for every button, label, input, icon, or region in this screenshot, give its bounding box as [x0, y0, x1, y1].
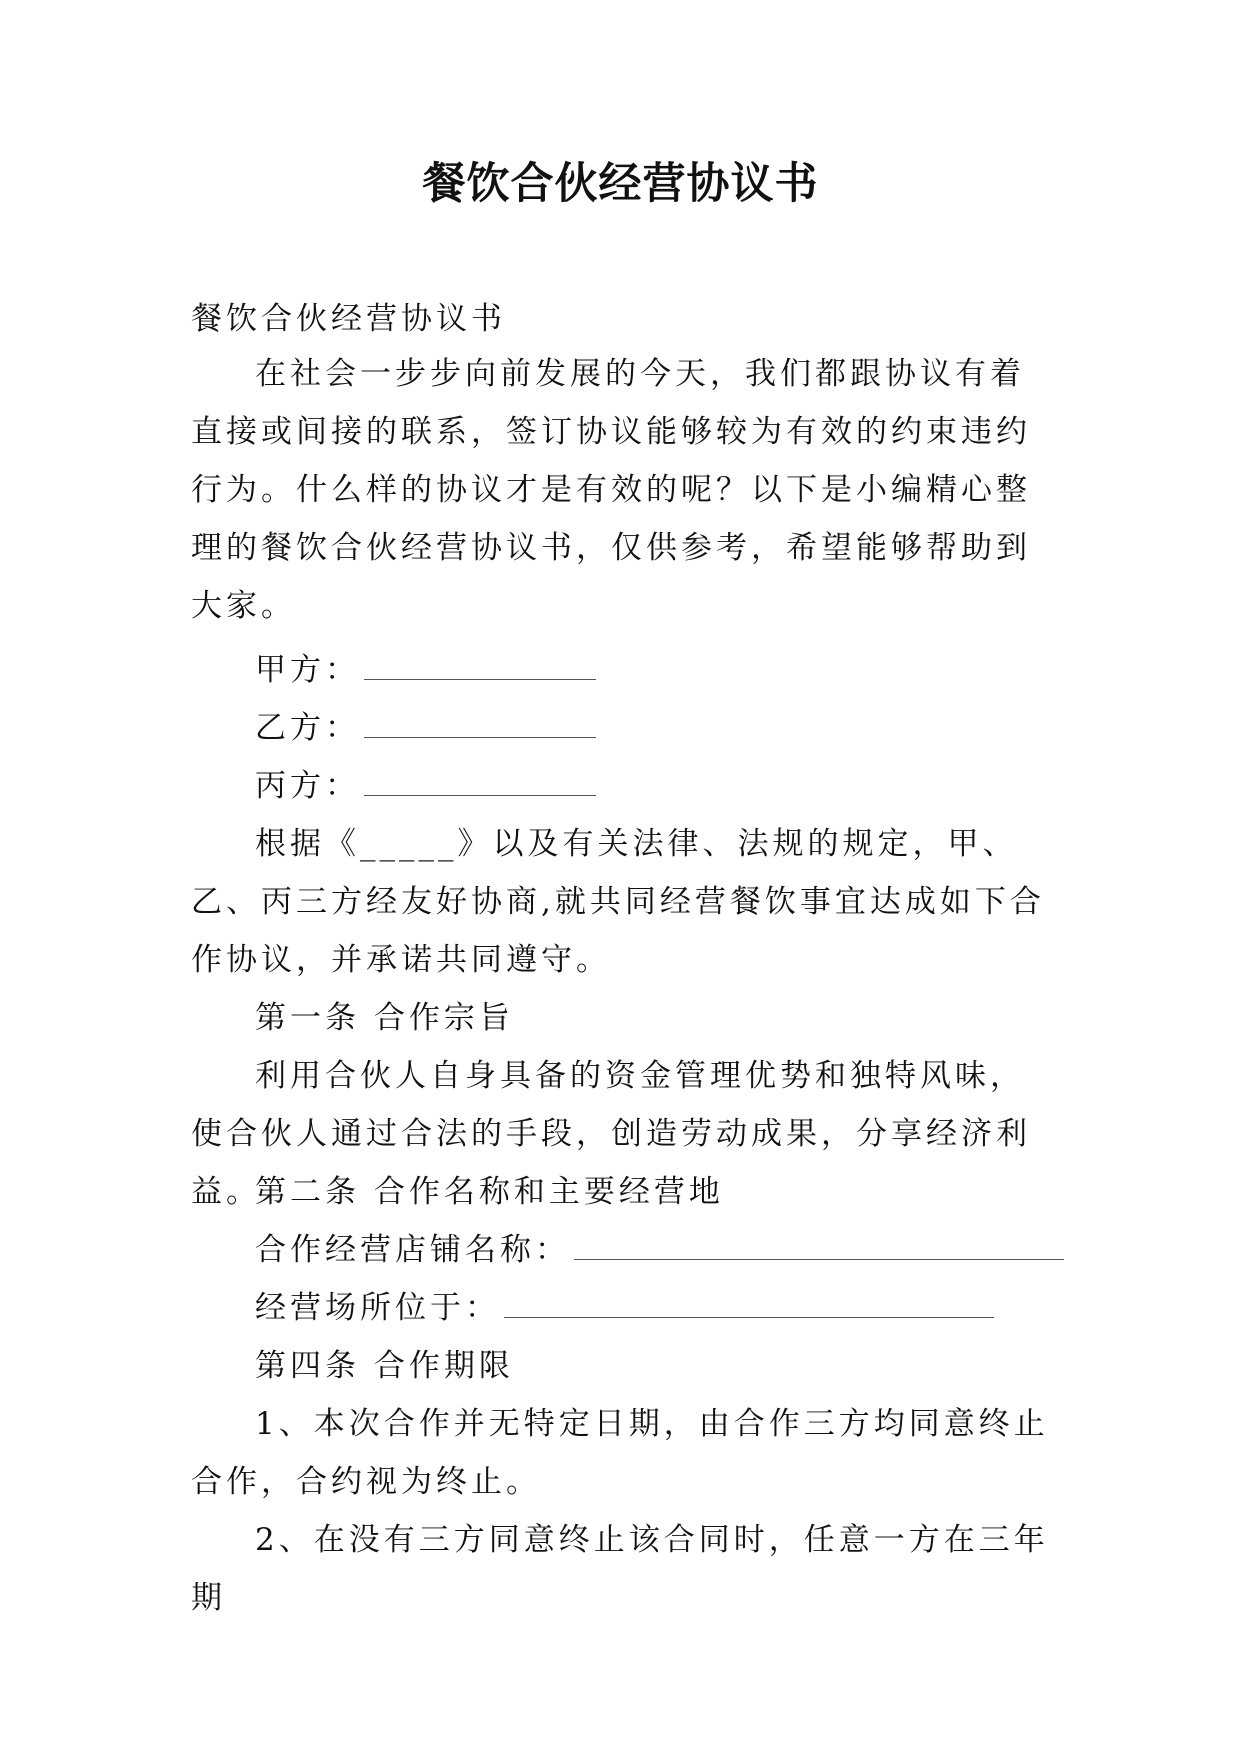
location-line	[255, 1279, 994, 1337]
document-title: 餐饮合伙经营协议书	[422, 159, 819, 209]
term-item-2: 2、在没有三方同意终止该合同时，任意一方在三年期	[191, 1522, 1049, 1616]
location-label: 经营场所位于：	[255, 1290, 500, 1326]
party-a-blank	[364, 651, 596, 680]
party-c-blank	[364, 767, 596, 796]
party-a-line	[255, 641, 596, 699]
party-b-line	[255, 699, 596, 757]
article-1-text: 利用合伙人自身具备的资金管理优势和独特风味，使合伙人通过合法的手段，创造劳动成果，分享经济利益。	[191, 1058, 1031, 1210]
article-1-heading: 第一条 合作宗旨	[255, 1000, 514, 1036]
term-item-1: 1、本次合作并无特定日期，由合作三方均同意终止合作，合约视为终止。	[191, 1406, 1049, 1500]
document-subtitle: 餐饮合伙经营协议书	[191, 301, 506, 337]
location-blank	[504, 1289, 994, 1318]
article-4-heading: 第四条 合作期限	[255, 1348, 514, 1384]
party-c-line	[255, 757, 596, 815]
party-a-label: 甲方：	[255, 652, 360, 688]
shop-name-line	[255, 1221, 1064, 1279]
intro-paragraph: 在社会一步步向前发展的今天，我们都跟协议有着直接或间接的联系，签订协议能够较为有效的约束违约行为。什么样的协议才是有效的呢？以下是小编精心整理的餐饮合伙经营协议书，仅供参考，希望能够帮助到大家。	[191, 356, 1031, 624]
party-c-label: 丙方：	[255, 768, 360, 804]
shop-name-label: 合作经营店铺名称：	[255, 1232, 570, 1268]
basis-paragraph: 根据《_____》以及有关法律、法规的规定，甲、乙、丙三方经友好协商,就共同经营餐饮事宜达成如下合作协议，并承诺共同遵守。	[191, 826, 1045, 978]
party-b-blank	[364, 709, 596, 738]
party-b-label: 乙方：	[255, 710, 360, 746]
shop-name-blank	[574, 1231, 1064, 1260]
article-2-heading: 第二条 合作名称和主要经营地	[255, 1174, 724, 1210]
